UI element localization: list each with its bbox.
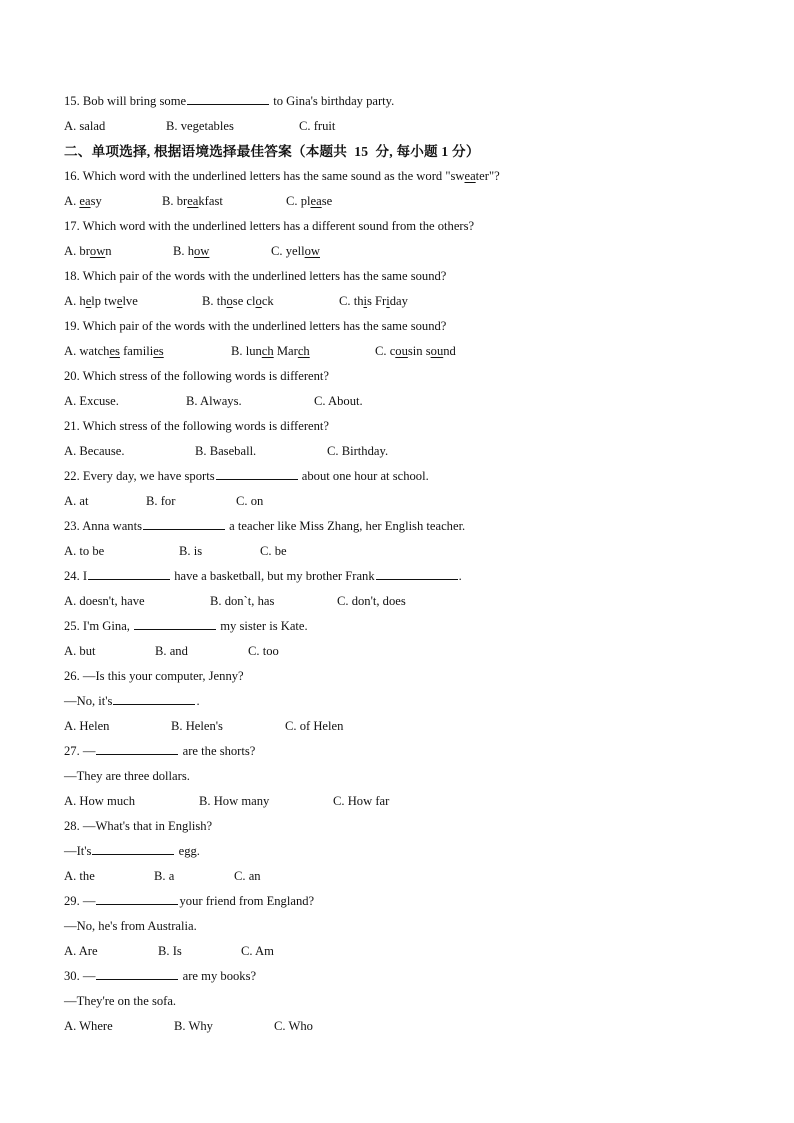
- answer-option-a[interactable]: [64, 114, 105, 139]
- answer-option-b[interactable]: [162, 189, 223, 214]
- options-row: [64, 639, 754, 664]
- text-fragment: sy: [90, 194, 102, 208]
- question-stem: [64, 514, 754, 539]
- text-fragment: B. br: [162, 194, 188, 208]
- underlined-letters: ch: [261, 344, 274, 358]
- answer-option-c[interactable]: [327, 439, 388, 464]
- options-row: [64, 1014, 754, 1039]
- text-fragment: n: [105, 244, 112, 258]
- underlined-letters: ow: [194, 244, 210, 258]
- answer-option-c[interactable]: [375, 339, 456, 364]
- answer-option-b[interactable]: [202, 289, 274, 314]
- answer-option-a[interactable]: [64, 539, 104, 564]
- text-fragment: C. don't, does: [337, 594, 406, 608]
- answer-blank: [96, 892, 178, 905]
- text-fragment: my sister is Kate.: [217, 619, 308, 633]
- answer-option-c[interactable]: [299, 114, 335, 139]
- text-fragment: a teacher like Miss Zhang, her English teacher.: [226, 519, 466, 533]
- answer-option-a[interactable]: [64, 239, 112, 264]
- text-fragment: —It's: [64, 844, 92, 858]
- options-row: [64, 789, 754, 814]
- answer-option-b[interactable]: [154, 864, 174, 889]
- answer-option-b[interactable]: [174, 1014, 213, 1039]
- answer-option-c[interactable]: [285, 714, 343, 739]
- text-fragment: C. How far: [333, 794, 390, 808]
- text-fragment: C. Am: [241, 944, 274, 958]
- question-stem: [64, 214, 754, 239]
- answer-option-b[interactable]: [171, 714, 223, 739]
- text-fragment: C. pl: [286, 194, 311, 208]
- text-fragment: famili: [119, 344, 154, 358]
- question-stem: [64, 964, 754, 989]
- options-row: [64, 389, 754, 414]
- question-stem: [64, 264, 754, 289]
- text-fragment: C. Birthday.: [327, 444, 389, 458]
- question-stem: [64, 464, 754, 489]
- answer-blank: [96, 742, 178, 755]
- text-fragment: C. an: [234, 869, 261, 883]
- text-fragment: C. c: [375, 344, 396, 358]
- answer-option-a[interactable]: [64, 1014, 113, 1039]
- text-fragment: 15. Bob will bring some: [64, 94, 187, 108]
- text-fragment: B. and: [155, 644, 188, 658]
- text-fragment: A. How much: [64, 794, 136, 808]
- options-row: [64, 189, 754, 214]
- answer-option-b[interactable]: [155, 639, 188, 664]
- text-fragment: 22. Every day, we have sports: [64, 469, 215, 483]
- underlined-letters: i: [363, 294, 367, 308]
- text-fragment: 20. Which stress of the following words is different?: [64, 369, 330, 383]
- question-stem: [64, 664, 754, 689]
- answer-blank: [134, 617, 216, 630]
- answer-option-c[interactable]: [339, 289, 408, 314]
- text-fragment: A. Where: [64, 1019, 113, 1033]
- underlined-letters: es: [109, 344, 120, 358]
- answer-option-a[interactable]: [64, 789, 135, 814]
- text-fragment: —They're on the sofa.: [64, 994, 177, 1008]
- text-fragment: A. Are: [64, 944, 98, 958]
- text-fragment: B. for: [146, 494, 176, 508]
- text-fragment: B. th: [202, 294, 227, 308]
- text-fragment: B. Why: [174, 1019, 213, 1033]
- question-dialogue-line: [64, 914, 754, 939]
- text-fragment: C. Who: [274, 1019, 313, 1033]
- answer-blank: [113, 692, 195, 705]
- text-fragment: A. Excuse.: [64, 394, 119, 408]
- options-row: [64, 939, 754, 964]
- underlined-letters: i: [386, 294, 390, 308]
- text-fragment: 24. I: [64, 569, 88, 583]
- answer-option-b[interactable]: [158, 939, 182, 964]
- underlined-letters: ea: [187, 194, 199, 208]
- text-fragment: 26. —Is this your computer, Jenny?: [64, 669, 244, 683]
- options-row: [64, 864, 754, 889]
- text-fragment: B. Helen's: [171, 719, 223, 733]
- answer-option-a[interactable]: [64, 589, 145, 614]
- options-row: [64, 439, 754, 464]
- text-fragment: A. at: [64, 494, 89, 508]
- answer-blank: [143, 517, 225, 530]
- question-stem: [64, 564, 754, 589]
- text-fragment: A. Helen: [64, 719, 110, 733]
- text-fragment: 23. Anna wants: [64, 519, 143, 533]
- text-fragment: C. too: [248, 644, 279, 658]
- answer-option-b[interactable]: [146, 489, 175, 514]
- answer-option-a[interactable]: [64, 489, 88, 514]
- answer-option-c[interactable]: [314, 389, 363, 414]
- underlined-letters: ea: [464, 169, 476, 183]
- answer-option-b[interactable]: [166, 114, 234, 139]
- underlined-letters: ch: [297, 344, 310, 358]
- question-dialogue-line: [64, 839, 754, 864]
- text-fragment: A. Because.: [64, 444, 125, 458]
- answer-option-c[interactable]: [241, 939, 274, 964]
- text-fragment: ck: [261, 294, 274, 308]
- answer-option-a[interactable]: [64, 864, 95, 889]
- options-row: [64, 489, 754, 514]
- options-row: [64, 339, 754, 364]
- text-fragment: C. fruit: [299, 119, 336, 133]
- answer-option-a[interactable]: [64, 714, 109, 739]
- answer-blank: [216, 467, 298, 480]
- text-fragment: 18. Which pair of the words with the underlined letters has the same sound?: [64, 269, 447, 283]
- question-stem: [64, 889, 754, 914]
- answer-blank: [376, 567, 458, 580]
- text-fragment: Mar: [273, 344, 298, 358]
- underlined-letters: e: [85, 294, 92, 308]
- answer-option-a[interactable]: [64, 389, 119, 414]
- underlined-letters: ou: [430, 344, 444, 358]
- underlined-letters: e: [116, 294, 123, 308]
- underlined-letters: ow: [304, 244, 320, 258]
- text-fragment: kfast: [198, 194, 223, 208]
- question-dialogue-line: [64, 689, 754, 714]
- underlined-letters: ow: [89, 244, 106, 258]
- answer-option-b[interactable]: [195, 439, 256, 464]
- options-row: [64, 114, 754, 139]
- text-fragment: B. a: [154, 869, 175, 883]
- underlined-letters: o: [226, 294, 233, 308]
- answer-option-c[interactable]: [236, 489, 263, 514]
- answer-option-a[interactable]: [64, 439, 125, 464]
- text-fragment: se cl: [232, 294, 256, 308]
- answer-option-a[interactable]: [64, 939, 98, 964]
- text-fragment: —They are three dollars.: [64, 769, 190, 783]
- text-fragment: A. br: [64, 244, 90, 258]
- text-fragment: se: [321, 194, 333, 208]
- answer-option-c[interactable]: [271, 239, 320, 264]
- text-fragment: 30. —: [64, 969, 96, 983]
- question-stem: [64, 739, 754, 764]
- text-fragment: C. on: [236, 494, 264, 508]
- text-fragment: B. h: [173, 244, 194, 258]
- underlined-letters: o: [255, 294, 262, 308]
- question-stem: [64, 164, 754, 189]
- text-fragment: 16. Which word with the underlined letters has the same sound as the word "sw: [64, 169, 465, 183]
- text-fragment: A.: [64, 194, 80, 208]
- question-stem: [64, 614, 754, 639]
- text-fragment: 17. Which word with the underlined letters has a different sound from the others?: [64, 219, 475, 233]
- options-row: [64, 239, 754, 264]
- text-fragment: A. to be: [64, 544, 105, 558]
- text-fragment: are the shorts?: [179, 744, 256, 758]
- answer-blank: [187, 92, 269, 105]
- text-fragment: day: [389, 294, 408, 308]
- text-fragment: B. Baseball.: [195, 444, 257, 458]
- text-fragment: —No, he's from Australia.: [64, 919, 197, 933]
- text-fragment: .: [458, 569, 462, 583]
- text-fragment: 28. —What's that in English?: [64, 819, 213, 833]
- options-row: [64, 714, 754, 739]
- text-fragment: s Fr: [367, 294, 387, 308]
- options-row: [64, 289, 754, 314]
- text-fragment: C. of Helen: [285, 719, 344, 733]
- text-fragment: have a basketball, but my brother Frank: [171, 569, 375, 583]
- answer-option-c[interactable]: [333, 789, 389, 814]
- question-stem: [64, 89, 754, 114]
- text-fragment: 19. Which pair of the words with the underlined letters has the same sound?: [64, 319, 447, 333]
- underlined-letters: es: [153, 344, 164, 358]
- answer-option-b[interactable]: [186, 389, 242, 414]
- answer-option-c[interactable]: [274, 1014, 313, 1039]
- answer-option-a[interactable]: [64, 339, 164, 364]
- text-fragment: A. h: [64, 294, 86, 308]
- question-dialogue-line: [64, 989, 754, 1014]
- answer-option-b[interactable]: [231, 339, 310, 364]
- text-fragment: B. How many: [199, 794, 270, 808]
- text-fragment: B. Always.: [186, 394, 242, 408]
- answer-option-b[interactable]: [199, 789, 269, 814]
- text-fragment: your friend from England?: [179, 894, 315, 908]
- answer-option-c[interactable]: [248, 639, 279, 664]
- text-fragment: B. vegetables: [166, 119, 234, 133]
- question-dialogue-line: [64, 764, 754, 789]
- text-fragment: are my books?: [179, 969, 257, 983]
- text-fragment: sin s: [407, 344, 431, 358]
- question-stem: [64, 364, 754, 389]
- text-fragment: 21. Which stress of the following words is different?: [64, 419, 330, 433]
- question-stem: [64, 814, 754, 839]
- text-fragment: 25. I'm Gina,: [64, 619, 134, 633]
- text-fragment: A. doesn't, have: [64, 594, 145, 608]
- answer-option-b[interactable]: [179, 539, 202, 564]
- text-fragment: —No, it's: [64, 694, 113, 708]
- text-fragment: A. watch: [64, 344, 110, 358]
- answer-option-a[interactable]: [64, 289, 138, 314]
- text-fragment: 27. —: [64, 744, 96, 758]
- answer-option-a[interactable]: [64, 639, 95, 664]
- answer-blank: [96, 967, 178, 980]
- text-fragment: lve: [122, 294, 138, 308]
- section-title: 二、单项选择, 根据语境选择最佳答案（本题共 15 分, 每小题 1 分）: [64, 144, 480, 159]
- answer-blank: [88, 567, 170, 580]
- text-fragment: 29. —: [64, 894, 96, 908]
- text-fragment: A. but: [64, 644, 96, 658]
- text-fragment: B. is: [179, 544, 203, 558]
- answer-blank: [92, 842, 174, 855]
- text-fragment: A. the: [64, 869, 95, 883]
- text-fragment: about one hour at school.: [298, 469, 429, 483]
- answer-option-c[interactable]: [260, 539, 287, 564]
- answer-option-c[interactable]: [234, 864, 261, 889]
- text-fragment: egg.: [175, 844, 200, 858]
- text-fragment: A. salad: [64, 119, 106, 133]
- question-stem: [64, 414, 754, 439]
- worksheet-page: [64, 89, 754, 1039]
- answer-option-c[interactable]: [337, 589, 406, 614]
- text-fragment: .: [196, 694, 200, 708]
- answer-option-b[interactable]: [210, 589, 274, 614]
- text-fragment: B. don`t, has: [210, 594, 275, 608]
- options-row: [64, 589, 754, 614]
- question-stem: [64, 314, 754, 339]
- underlined-letters: ou: [395, 344, 408, 358]
- answer-option-c[interactable]: [286, 189, 332, 214]
- text-fragment: to Gina's birthday party.: [270, 94, 395, 108]
- options-row: [64, 539, 754, 564]
- underlined-letters: ea: [79, 194, 91, 208]
- answer-option-b[interactable]: [173, 239, 209, 264]
- underlined-letters: ea: [310, 194, 322, 208]
- text-fragment: nd: [443, 344, 456, 358]
- text-fragment: C. About.: [314, 394, 363, 408]
- text-fragment: lp tw: [91, 294, 117, 308]
- text-fragment: C. th: [339, 294, 364, 308]
- text-fragment: ter"?: [475, 169, 500, 183]
- text-fragment: B. lun: [231, 344, 262, 358]
- answer-option-a[interactable]: [64, 189, 102, 214]
- text-fragment: C. yell: [271, 244, 305, 258]
- text-fragment: C. be: [260, 544, 287, 558]
- text-fragment: B. Is: [158, 944, 182, 958]
